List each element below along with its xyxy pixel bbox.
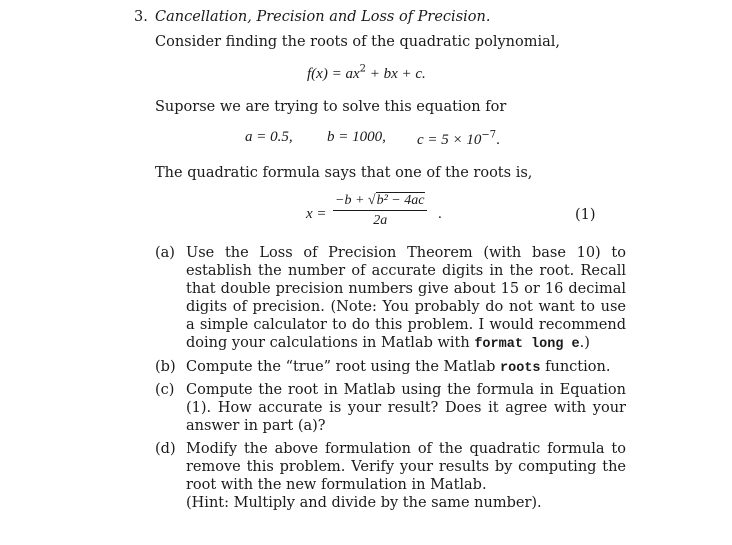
equation-number: (1) <box>575 207 596 223</box>
part-c-text: Compute the root in Matlab using the formula in Equation (1). How accurate is your result? Does it agree with your answer in part (a)? <box>186 382 626 434</box>
part-d-label: (d) <box>155 441 176 457</box>
fraction-bar <box>333 210 427 211</box>
intro-text: Consider finding the roots of the quadratic polynomial, <box>155 34 560 50</box>
polynomial-equation <box>307 63 426 83</box>
formula-numerator: −b + √b² − 4ac <box>335 193 425 208</box>
poly-rest: + bx + c. <box>365 66 426 82</box>
param-c-base: c = 5 × 10 <box>417 132 482 148</box>
suppose-text: Suporse we are trying to solve this equation for <box>155 99 507 115</box>
poly-ax: ax <box>345 66 360 82</box>
formula-fraction <box>333 193 427 229</box>
poly-lhs: f(x) = <box>307 66 346 82</box>
part-b-label: (b) <box>155 359 176 375</box>
part-d-text: Modify the above formulation of the quadratic formula to remove this problem. Verify your results by computing the root with the new formulation in Matlab. (Hint: Multiply and divide by the same number). <box>186 441 626 511</box>
formula-denominator: 2a <box>373 213 388 228</box>
part-d-hint: (Hint: Multiply and divide by the same number). <box>186 495 542 511</box>
formula-radicand: b² − 4ac <box>376 193 425 208</box>
part-a-code: format long e <box>474 337 580 352</box>
formula-lhs: x = <box>306 206 327 222</box>
part-b-text: Compute the “true” root using the Matlab roots function. <box>186 359 611 376</box>
part-a <box>155 244 625 354</box>
param-c-exponent: −7 <box>481 129 497 141</box>
part-a-text: Use the Loss of Precision Theorem (with base 10) to establish the number of accurate digits in the root. Recall that double precision numbers give about 15 or 16 decimal digits of precision. (Note: You probably do not want to use a simple calculator to do this problem. I would recommend doing your calculations in Matlab with format long e.) <box>186 245 626 352</box>
problem-title: Cancellation, Precision and Loss of Precision. <box>155 9 491 25</box>
part-d <box>155 440 625 520</box>
param-b: b = 1000, <box>327 129 386 145</box>
part-c <box>155 381 625 437</box>
formula-intro: The quadratic formula says that one of the roots is, <box>155 165 533 181</box>
part-b <box>155 358 625 378</box>
part-b-code: roots <box>500 361 541 376</box>
formula-period: . <box>438 206 442 222</box>
param-c <box>417 129 500 149</box>
part-a-label: (a) <box>155 245 175 261</box>
poly-exponent: 2 <box>359 63 366 75</box>
param-c-end: . <box>496 132 500 148</box>
param-a: a = 0.5, <box>245 129 293 145</box>
part-c-label: (c) <box>155 382 175 398</box>
problem-number: 3. <box>134 9 148 25</box>
